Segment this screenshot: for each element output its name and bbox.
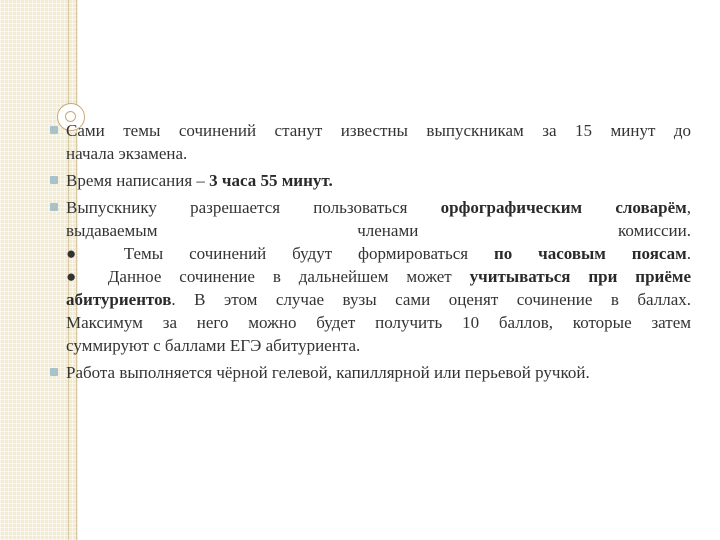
item-line (66, 242, 691, 265)
item-line: Сами темы сочинений станут известны выпускникам за 15 минут до (66, 121, 691, 140)
bullet-icon (50, 368, 58, 376)
item-line (66, 196, 691, 219)
item-line (66, 169, 691, 192)
item-line (66, 265, 691, 288)
item-line: Максимум за него можно будет получить 10 баллов, которые затем (66, 313, 691, 332)
item-text: . В этом случае вузы сами оценят сочинение в баллах. (171, 290, 691, 309)
item-line: суммируют с баллами ЕГЭ абитуриента. (66, 336, 361, 355)
item-text: . (686, 244, 691, 263)
item-text: Время написания – (66, 171, 210, 190)
bullet-list (50, 119, 691, 384)
list-item (50, 169, 691, 192)
item-line (66, 288, 691, 311)
item-line: Работа выполняется чёрной гелевой, капиллярной или перьевой ручкой. (66, 363, 590, 382)
item-line: начала экзамена. (66, 144, 188, 163)
bullet-icon (50, 176, 58, 184)
bullet-icon (50, 203, 58, 211)
list-item (50, 119, 691, 165)
list-item (50, 196, 691, 357)
item-bold-text: 3 часа 55 минут. (209, 171, 333, 190)
item-bold-text: по часовым поясам (493, 244, 687, 263)
item-text: , (686, 198, 691, 217)
item-text: Выпускнику разрешается пользоваться (66, 198, 441, 217)
list-item (50, 361, 691, 384)
item-text: ● Темы сочинений будут формироваться (66, 244, 494, 263)
item-line: выдаваемым членами комиссии. (66, 221, 691, 240)
item-text: ● Данное сочинение в дальнейшем может (66, 267, 470, 286)
bullet-icon (50, 126, 58, 134)
item-bold-text: орфографическим словарём (440, 198, 687, 217)
item-bold-text: учитываться при приёме (469, 267, 691, 286)
slide-content (50, 119, 691, 388)
item-bold-text: абитуриентов (66, 290, 172, 309)
